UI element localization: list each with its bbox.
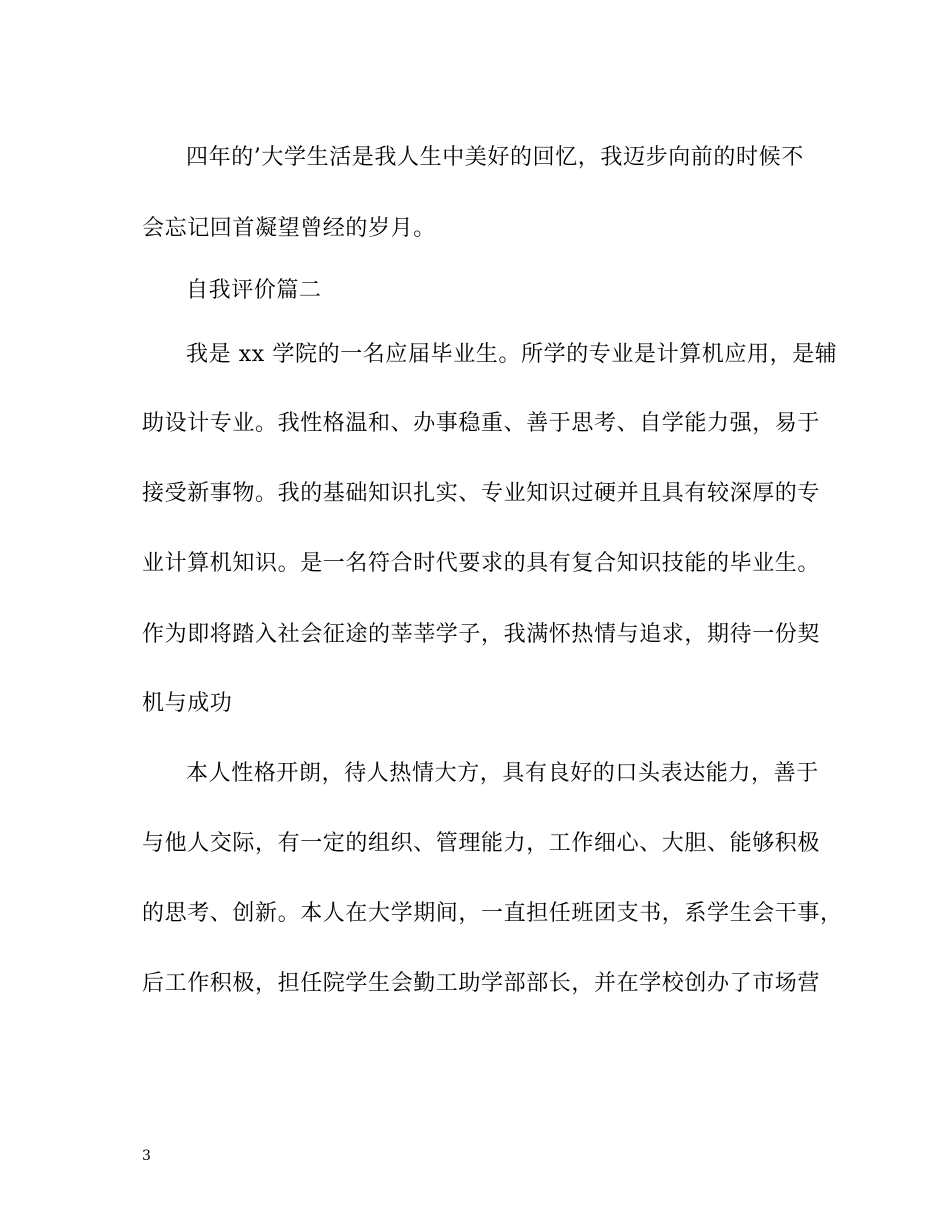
- text-line: 我是 xx 学院的一名应届毕业生。所学的专业是计算机应用，是辅: [186, 342, 838, 367]
- page-number: 3: [142, 1148, 151, 1164]
- text-line: 业计算机知识。是一名符合时代要求的具有复合知识技能的毕业生。: [142, 551, 821, 576]
- text-line: 会忘记回首凝望曾经的岁月。: [142, 216, 436, 241]
- text-line: 与他人交际，有一定的组织、管理能力，工作细心、大胆、能够积极: [142, 831, 821, 856]
- section-heading: 自我评价篇二: [186, 278, 322, 303]
- text-line: 机与成功: [142, 691, 233, 716]
- text-line: 接受新事物。我的基础知识扎实、专业知识过硬并且具有较深厚的专: [142, 481, 821, 506]
- text-line: 本人性格开朗，待人热情大方，具有良好的口头表达能力，善于: [186, 761, 819, 786]
- text-line: 后工作积极，担任院学生会勤工助学部部长，并在学校创办了市场营: [142, 971, 821, 996]
- text-line: 助设计专业。我性格温和、办事稳重、善于思考、自学能力强，易于: [142, 411, 821, 436]
- text-line: 作为即将踏入社会征途的莘莘学子，我满怀热情与追求，期待一份契: [142, 622, 821, 647]
- text-line: 四年的’大学生活是我人生中美好的回忆，我迈步向前的时候不: [186, 145, 804, 170]
- text-line: 的思考、创新。本人在大学期间，一直担任班团支书，系学生会干事，: [142, 901, 843, 926]
